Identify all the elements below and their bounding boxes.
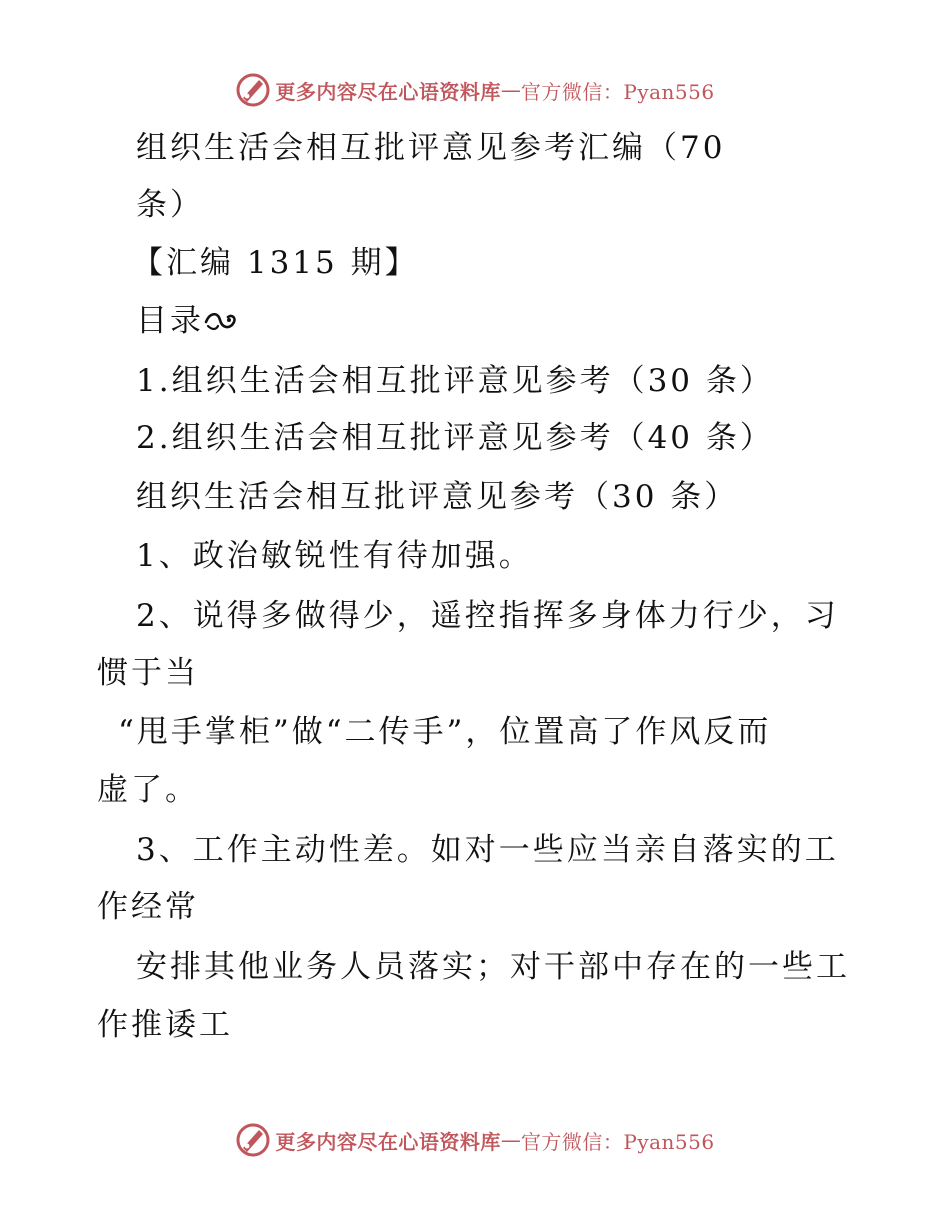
paragraph-3-line-1: “甩手掌柜”做“二传手”，位置高了作风反而 <box>118 714 772 750</box>
toc-label: 目录 <box>136 303 204 339</box>
paragraph-4-line-1: 3、工作主动性差。如对一些应当亲自落实的工 <box>136 832 839 868</box>
header-separator: — <box>500 78 521 102</box>
section-heading: 组织生活会相互批评意见参考（30 条） <box>136 479 739 515</box>
footer-wechat-text: 官方微信：Pyan556 <box>520 1129 715 1154</box>
pen-logo-icon <box>235 72 271 108</box>
paragraph-2-line-2: 惯于当 <box>97 655 199 691</box>
document-title-line-2: 条） <box>136 187 204 223</box>
paragraph-5-line-1: 安排其他业务人员落实；对干部中存在的一些工 <box>136 949 850 985</box>
paragraph-4-line-2: 作经常 <box>97 889 199 925</box>
document-title-line-1: 组织生活会相互批评意见参考汇编（70 <box>136 130 726 166</box>
toc-item-1: 1.组织生活会相互批评意见参考（30 条） <box>136 363 774 399</box>
pen-logo-icon <box>235 1122 271 1158</box>
paragraph-2-line-1: 2、说得多做得少，遥控指挥多身体力行少，习 <box>136 598 839 634</box>
footer-separator: — <box>500 1128 521 1152</box>
paragraph-5-line-2: 作推诿工 <box>97 1007 233 1043</box>
paragraph-1: 1、政治敏锐性有待加强。 <box>136 538 533 574</box>
header-wechat-text: 官方微信：Pyan556 <box>520 79 715 104</box>
dragon-ornament-icon <box>204 308 238 334</box>
paragraph-3-line-2: 虚了。 <box>97 772 199 808</box>
issue-number: 【汇编 1315 期】 <box>132 245 419 281</box>
toc-item-2: 2.组织生活会相互批评意见参考（40 条） <box>136 420 774 456</box>
header-banner <box>0 70 950 110</box>
footer-site-text: 更多内容尽在心语资料库 <box>275 1129 501 1154</box>
footer-banner <box>0 1120 950 1160</box>
toc-heading <box>136 301 238 341</box>
header-site-text: 更多内容尽在心语资料库 <box>275 79 501 104</box>
